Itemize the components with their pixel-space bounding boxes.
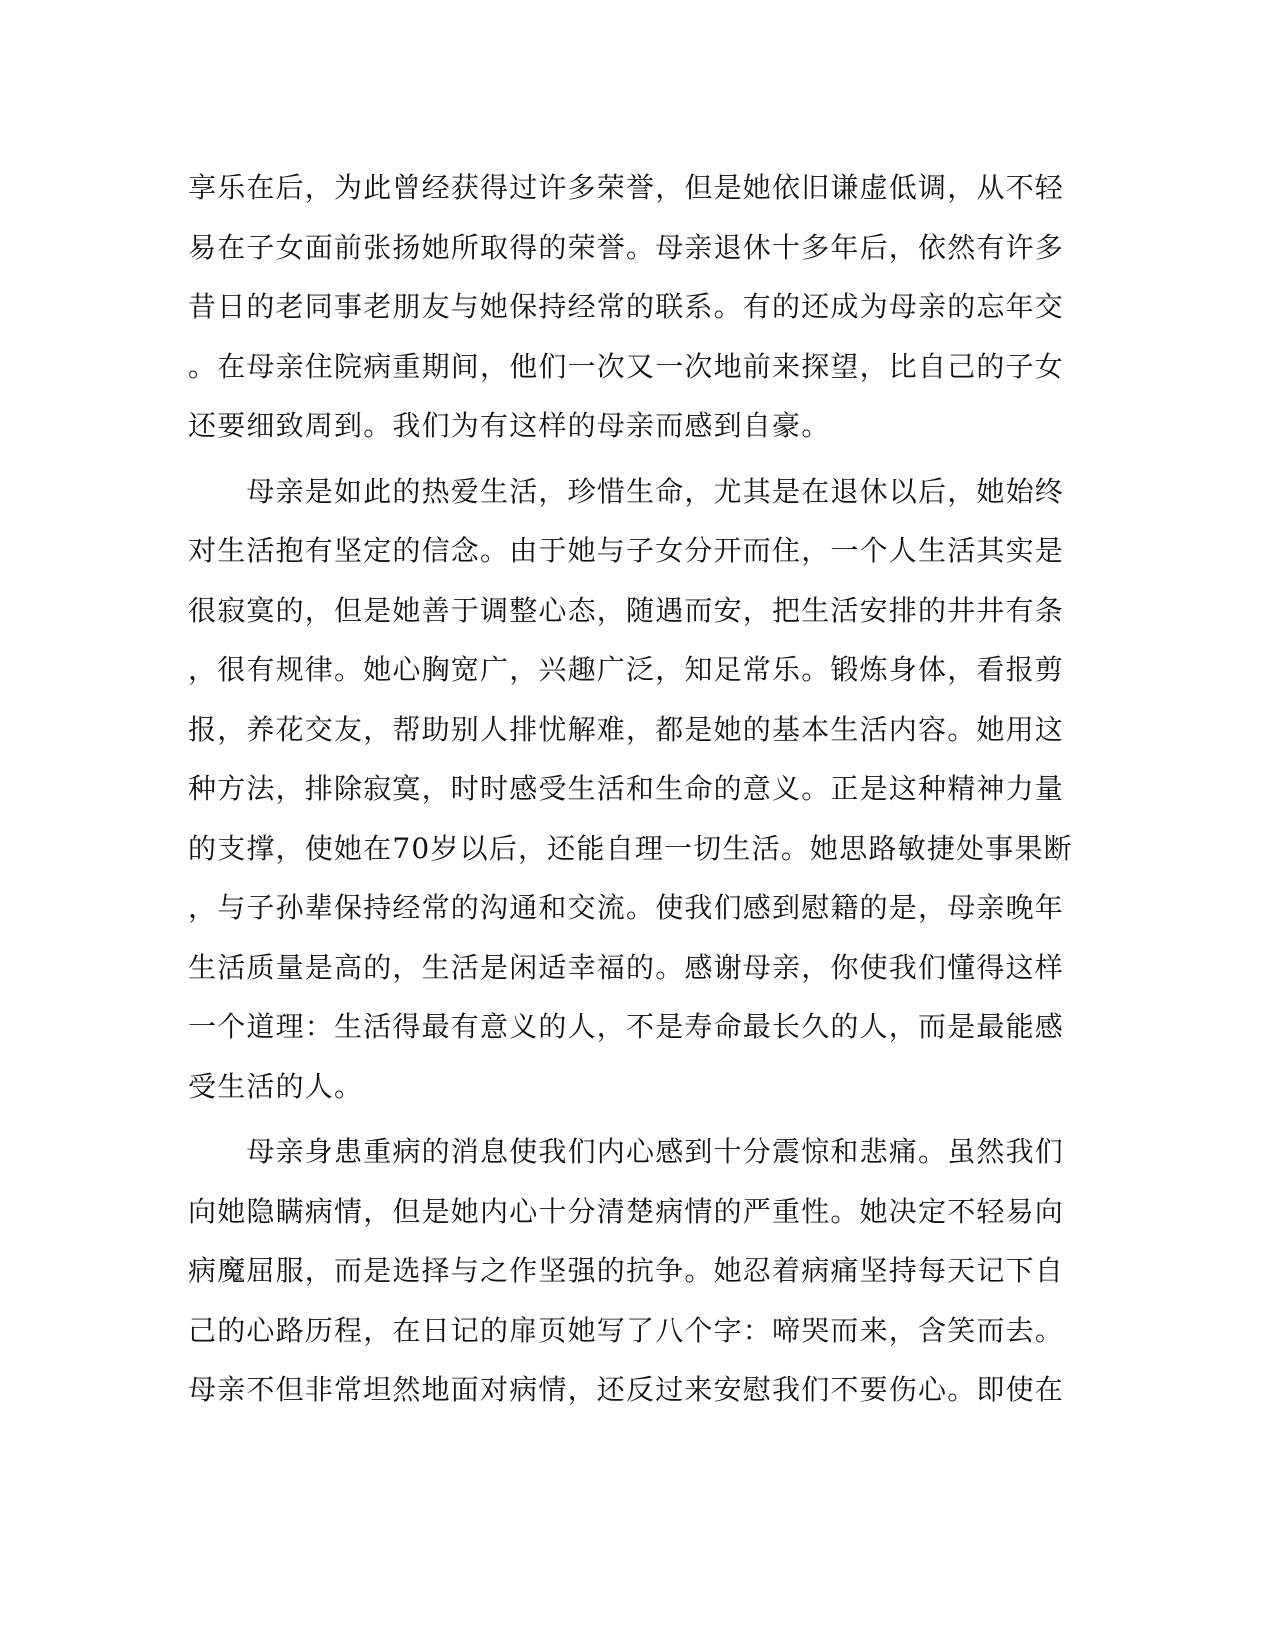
text-line: 。在母亲住院病重期间，他们一次又一次地前来探望，比自己的子女: [188, 349, 1065, 383]
text-line: 母亲身患重病的消息使我们内心感到十分震惊和悲痛。虽然我们: [188, 1135, 1065, 1168]
text-line: ，很有规律。她心胸宽广，兴趣广泛，知足常乐。锻炼身体，看报剪: [188, 653, 1065, 686]
text-line: 向她隐瞒病情，但是她内心十分清楚病情的严重性。她决定不轻易向: [188, 1194, 1065, 1228]
text-line: 种方法，排除寂寞，时时感受生活和生命的意义。正是这种精神力量: [188, 772, 1065, 805]
body-text: [188, 158, 1073, 1420]
text-line: 一个道理：生活得最有意义的人，不是寿命最长久的人，而是最能感: [188, 1010, 1065, 1043]
text-line: 昔日的老同事老朋友与她保持经常的联系。有的还成为母亲的忘年交: [188, 290, 1065, 323]
text-line: 享乐在后，为此曾经获得过许多荣誉，但是她依旧谦虚低调，从不轻: [188, 171, 1065, 204]
text-line: 报，养花交友，帮助别人排忧解难，都是她的基本生活内容。她用这: [188, 712, 1065, 746]
text-line: 受生活的人。: [188, 1069, 364, 1103]
text-line: 很寂寞的，但是她善于调整心态，随遇而安，把生活安排的井井有条: [188, 593, 1065, 627]
text-line: 母亲是如此的热爱生活，珍惜生命，尤其是在退休以后，她始终: [188, 474, 1065, 508]
text-line: 病魔屈服，而是选择与之作坚强的抗争。她忍着病痛坚持每天记下自: [188, 1254, 1065, 1287]
text-line: 易在子女面前张扬她所取得的荣誉。母亲退休十多年后，依然有许多: [188, 230, 1065, 264]
text-line: 生活质量是高的，生活是闲适幸福的。感谢母亲，你使我们懂得这样: [188, 950, 1065, 984]
text-line: 的支撑，使她在70岁以后，还能自理一切生活。她思路敏捷处事果断: [188, 831, 1073, 865]
text-line: 母亲不但非常坦然地面对病情，还反过来安慰我们不要伤心。即使在: [188, 1373, 1065, 1406]
text-line: 还要细致周到。我们为有这样的母亲而感到自豪。: [188, 409, 831, 442]
text-line: 己的心路历程，在日记的扉页她写了八个字：啼哭而来，含笑而去。: [188, 1313, 1065, 1347]
paragraph-2: [188, 462, 1073, 1117]
paragraph-3: [188, 1122, 1068, 1420]
paragraph-1: [188, 158, 1068, 456]
text-line: ，与子孙辈保持经常的沟通和交流。使我们感到慰籍的是，母亲晚年: [188, 891, 1065, 924]
text-line: 对生活抱有坚定的信念。由于她与子女分开而住，一个人生活其实是: [188, 534, 1065, 567]
